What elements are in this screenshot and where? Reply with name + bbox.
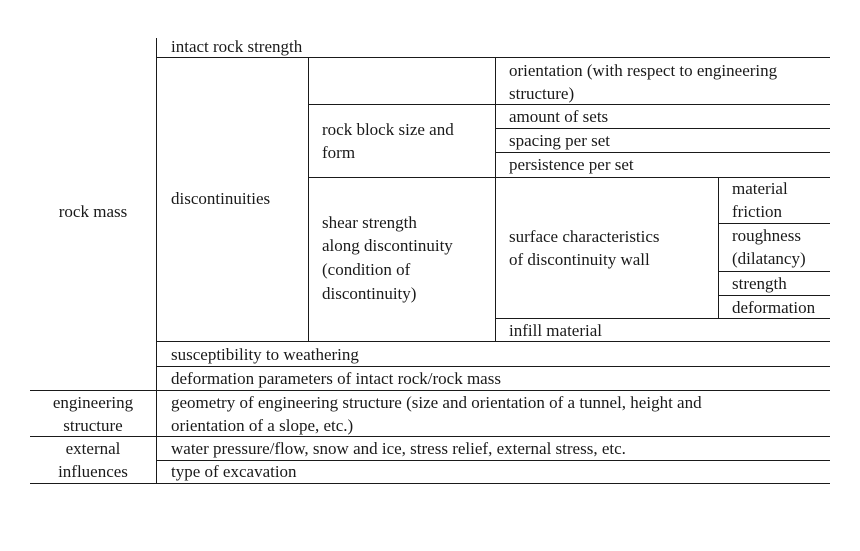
cell-water-pressure: water pressure/flow, snow and ice, stress relief, external stress, etc. bbox=[171, 439, 626, 458]
group-engineering-structure-line2: structure bbox=[63, 416, 123, 435]
cell-shear-strength-line1: shear strength bbox=[322, 213, 417, 232]
cell-susceptibility-weathering: susceptibility to weathering bbox=[171, 345, 359, 364]
cell-roughness-line2: (dilatancy) bbox=[732, 249, 806, 268]
row-line-discontinuities bbox=[156, 341, 830, 342]
cell-strength: strength bbox=[732, 274, 787, 293]
col-divider-2 bbox=[308, 57, 309, 341]
cell-geometry-line2: orientation of a slope, etc.) bbox=[171, 416, 354, 435]
cell-rock-block-line2: form bbox=[322, 143, 356, 162]
cell-shear-strength-line2: along discontinuity bbox=[322, 236, 453, 255]
row-line-bottom bbox=[30, 483, 830, 484]
cell-rock-block-line1: rock block size and bbox=[322, 120, 454, 139]
cell-orientation-line2: structure) bbox=[509, 84, 575, 103]
cell-surface-characteristics-line1: surface characteristics bbox=[509, 227, 660, 246]
cell-shear-strength-line4: discontinuity) bbox=[322, 284, 417, 303]
cell-surface-characteristics-line2: of discontinuity wall bbox=[509, 250, 650, 269]
cell-deformation-parameters: deformation parameters of intact rock/rock mass bbox=[171, 369, 501, 388]
cell-type-of-excavation: type of excavation bbox=[171, 462, 297, 481]
cell-amount-of-sets: amount of sets bbox=[509, 107, 609, 126]
col-divider-4 bbox=[718, 177, 719, 318]
cell-orientation-line1: orientation (with respect to engineering bbox=[509, 61, 778, 80]
cell-material-friction-line1: material bbox=[732, 179, 788, 198]
cell-shear-strength-line3: (condition of bbox=[322, 260, 411, 279]
group-external-influences-line2: influences bbox=[58, 462, 128, 481]
cell-material-friction-line2: friction bbox=[732, 202, 783, 221]
group-external-influences-line1: external bbox=[65, 439, 121, 458]
cell-spacing-per-set: spacing per set bbox=[509, 131, 611, 150]
cell-deformation: deformation bbox=[732, 298, 816, 317]
cell-geometry-line1: geometry of engineering structure (size and orientation of a tunnel, height and bbox=[171, 393, 702, 412]
col-divider-3 bbox=[495, 57, 496, 341]
cell-infill-material: infill material bbox=[509, 321, 602, 340]
cell-roughness-line1: roughness bbox=[732, 226, 801, 245]
group-rock-mass: rock mass bbox=[58, 202, 128, 221]
cell-persistence-per-set: persistence per set bbox=[509, 155, 634, 174]
cell-intact-rock-strength: intact rock strength bbox=[171, 37, 303, 56]
cell-discontinuities: discontinuities bbox=[171, 189, 271, 208]
group-engineering-structure-line1: engineering bbox=[52, 393, 134, 412]
col-divider-1 bbox=[156, 38, 157, 483]
